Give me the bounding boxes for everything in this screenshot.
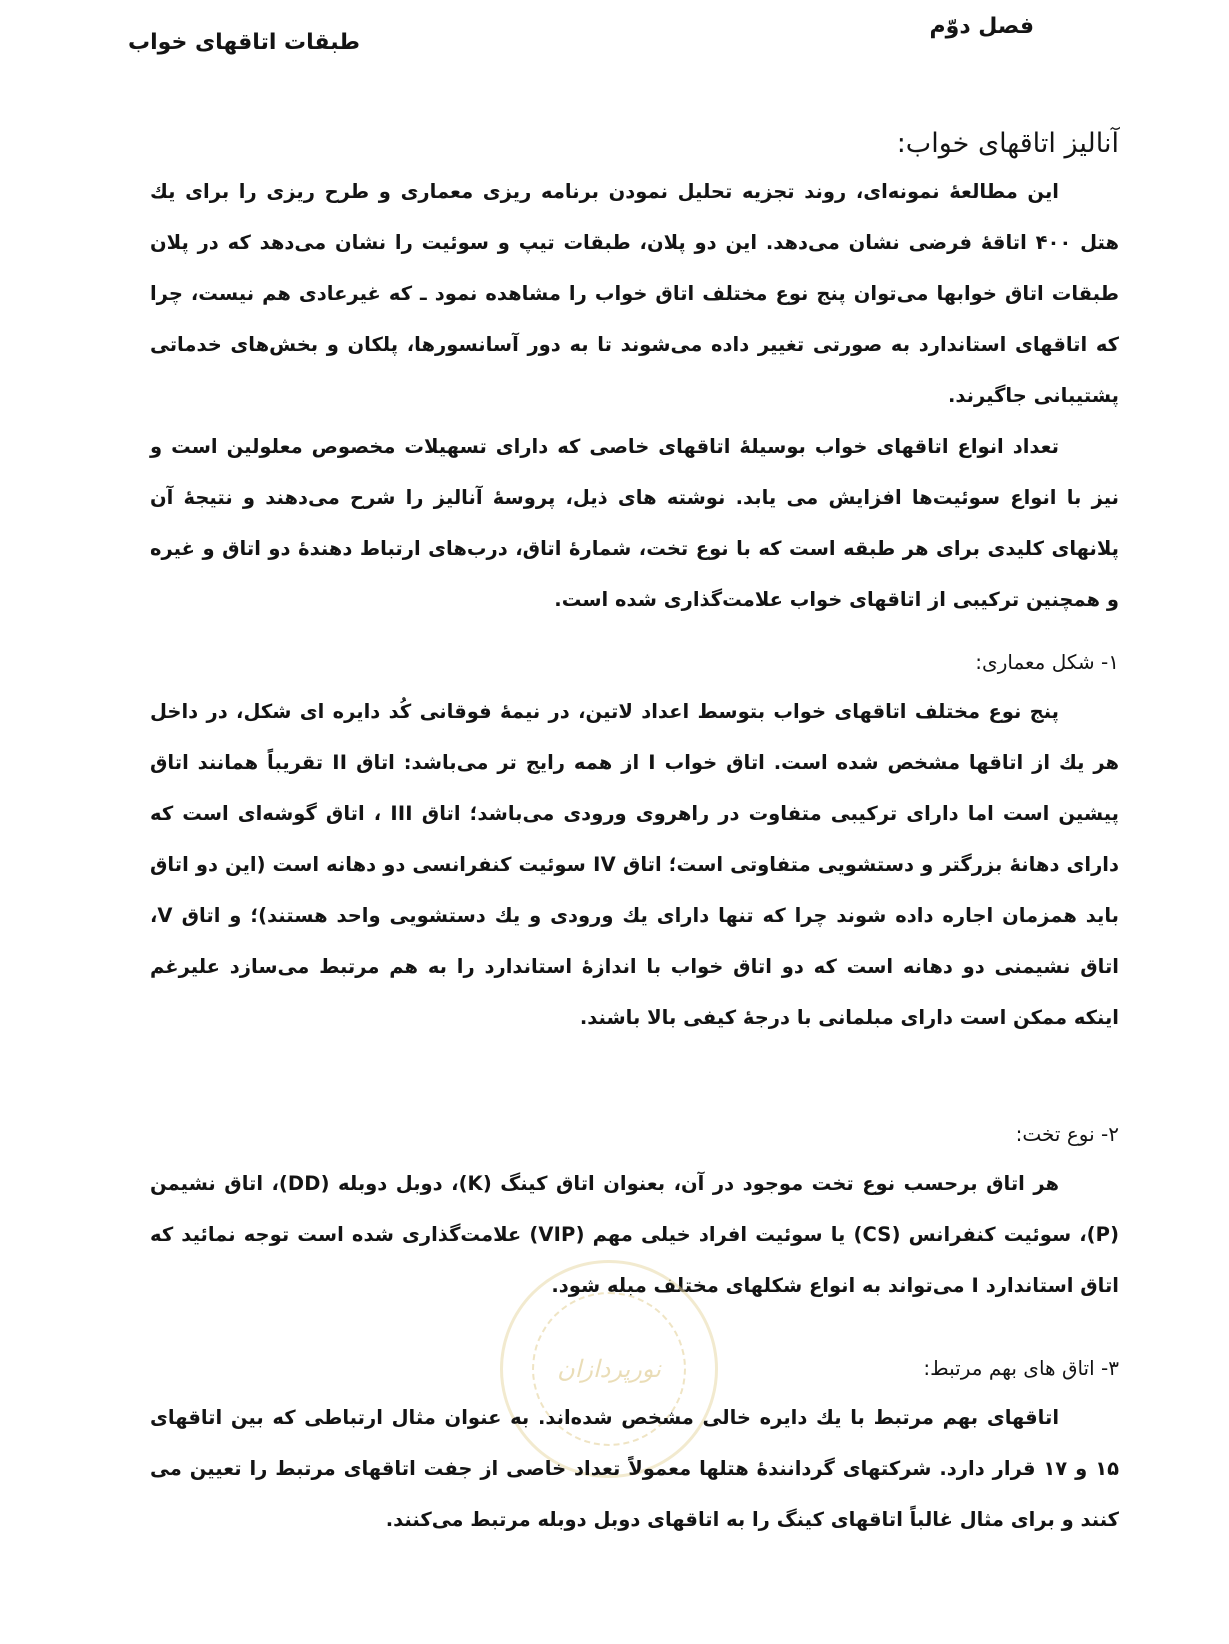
section-3-body	[150, 1392, 1119, 1545]
section-2-text: هر اتاق برحسب نوع تخت موجود در آن، بعنوان اتاق کینگ (K)، دوبل دوبله (DD)، اتاق نشیمن (P)، سوئیت کنفرانس (CS) یا سوئیت افراد خیلی مهم (VIP) علامت‌گذاری شده است توجه نمائید که اتاق استاندارد I می‌تواند به انواع شکلهای مختلف مبله شود.	[150, 1172, 1120, 1297]
section-3-heading: ۳- اتاق های بهم مرتبط:	[923, 1356, 1119, 1380]
running-header: طبقات اتاقهای خواب	[128, 30, 360, 55]
watermark-text: نورپردازان	[557, 1355, 661, 1383]
section-2-heading: ۲- نوع تخت:	[1015, 1122, 1119, 1146]
section-1-body	[150, 686, 1119, 1043]
section-1-text: پنج نوع مختلف اتاقهای خواب بتوسط اعداد لاتین، در نیمهٔ فوقانی کُد دایره ای شکل، در داخل هر یك از اتاقها مشخص شده است. اتاق خواب I از همه رایج تر می‌باشد: اتاق II تقریباً همانند اتاق پیشین است اما دارای ترکیبی متفاوت در راهروی ورودی می‌باشد؛ اتاق III ، اتاق گوشه‌ای است که دارای دهانهٔ بزرگتر و دستشویی متفاوتی است؛ اتاق IV سوئیت کنفرانسی دو دهانه است (این دو اتاق باید همزمان اجاره داده شوند چرا که تنها دارای یك ورودی و یك دستشویی واحد هستند)؛ و اتاق V، اتاق نشیمنی دو دهانه است که دو اتاق خواب با اندازهٔ استاندارد را به هم مرتبط می‌سازد علیرغم اینکه ممکن است دارای مبلمانی با درجهٔ کیفی بالا باشند.	[150, 700, 1120, 1029]
section-1-heading: ۱- شکل معماری:	[975, 650, 1119, 674]
section-3-text: اتاقهای بهم مرتبط با یك دایره خالی مشخص شده‌اند. به عنوان مثال ارتباطی که بین اتاقهای ۱۵ و ۱۷ قرار دارد. شرکتهای گردانندهٔ هتلها معمولاً تعداد خاصی از جفت اتاقهای مرتبط را تعیین می کنند و برای مثال غالباً اتاقهای کینگ را به اتاقهای دوبل دوبله مرتبط می‌کنند.	[150, 1406, 1120, 1531]
intro-paragraph-2: تعداد انواع اتاقهای خواب بوسیلهٔ اتاقهای خاصی که دارای تسهیلات مخصوص معلولین است و نیز با انواع سوئیت‌ها افزایش می یابد. نوشته های ذیل، پروسهٔ آنالیز را شرح می‌دهند و نتیجهٔ آن پلانهای کلیدی برای هر طبقه است که با نوع تخت، شمارهٔ اتاق، درب‌های ارتباط دهندهٔ دو اتاق و غیره و همچنین ترکیبی از اتاقهای خواب علامت‌گذاری شده است.	[150, 435, 1119, 611]
page-title: آنالیز اتاقهای خواب:	[896, 128, 1119, 159]
intro-paragraphs	[150, 166, 1119, 625]
intro-paragraph-1: این مطالعهٔ نمونه‌ای، روند تجزیه تحلیل نمودن برنامه ریزی معماری و طرح ریزی را برای یك هتل ۴۰۰ اتاقهٔ فرضی نشان می‌دهد. این دو پلان، طبقات تیپ و سوئیت را نشان می‌دهد که در پلان طبقات اتاق خوابها می‌توان پنج نوع مختلف اتاق خواب را مشاهده نمود ـ که غیرعادی هم نیست، چرا که اتاقهای استاندارد به صورتی تغییر داده می‌شوند تا به دور آسانسورها، پلکان و بخش‌های خدماتی پشتیبانی جاگیرند.	[150, 180, 1119, 407]
chapter-label: فصل دوّم	[929, 14, 1034, 39]
